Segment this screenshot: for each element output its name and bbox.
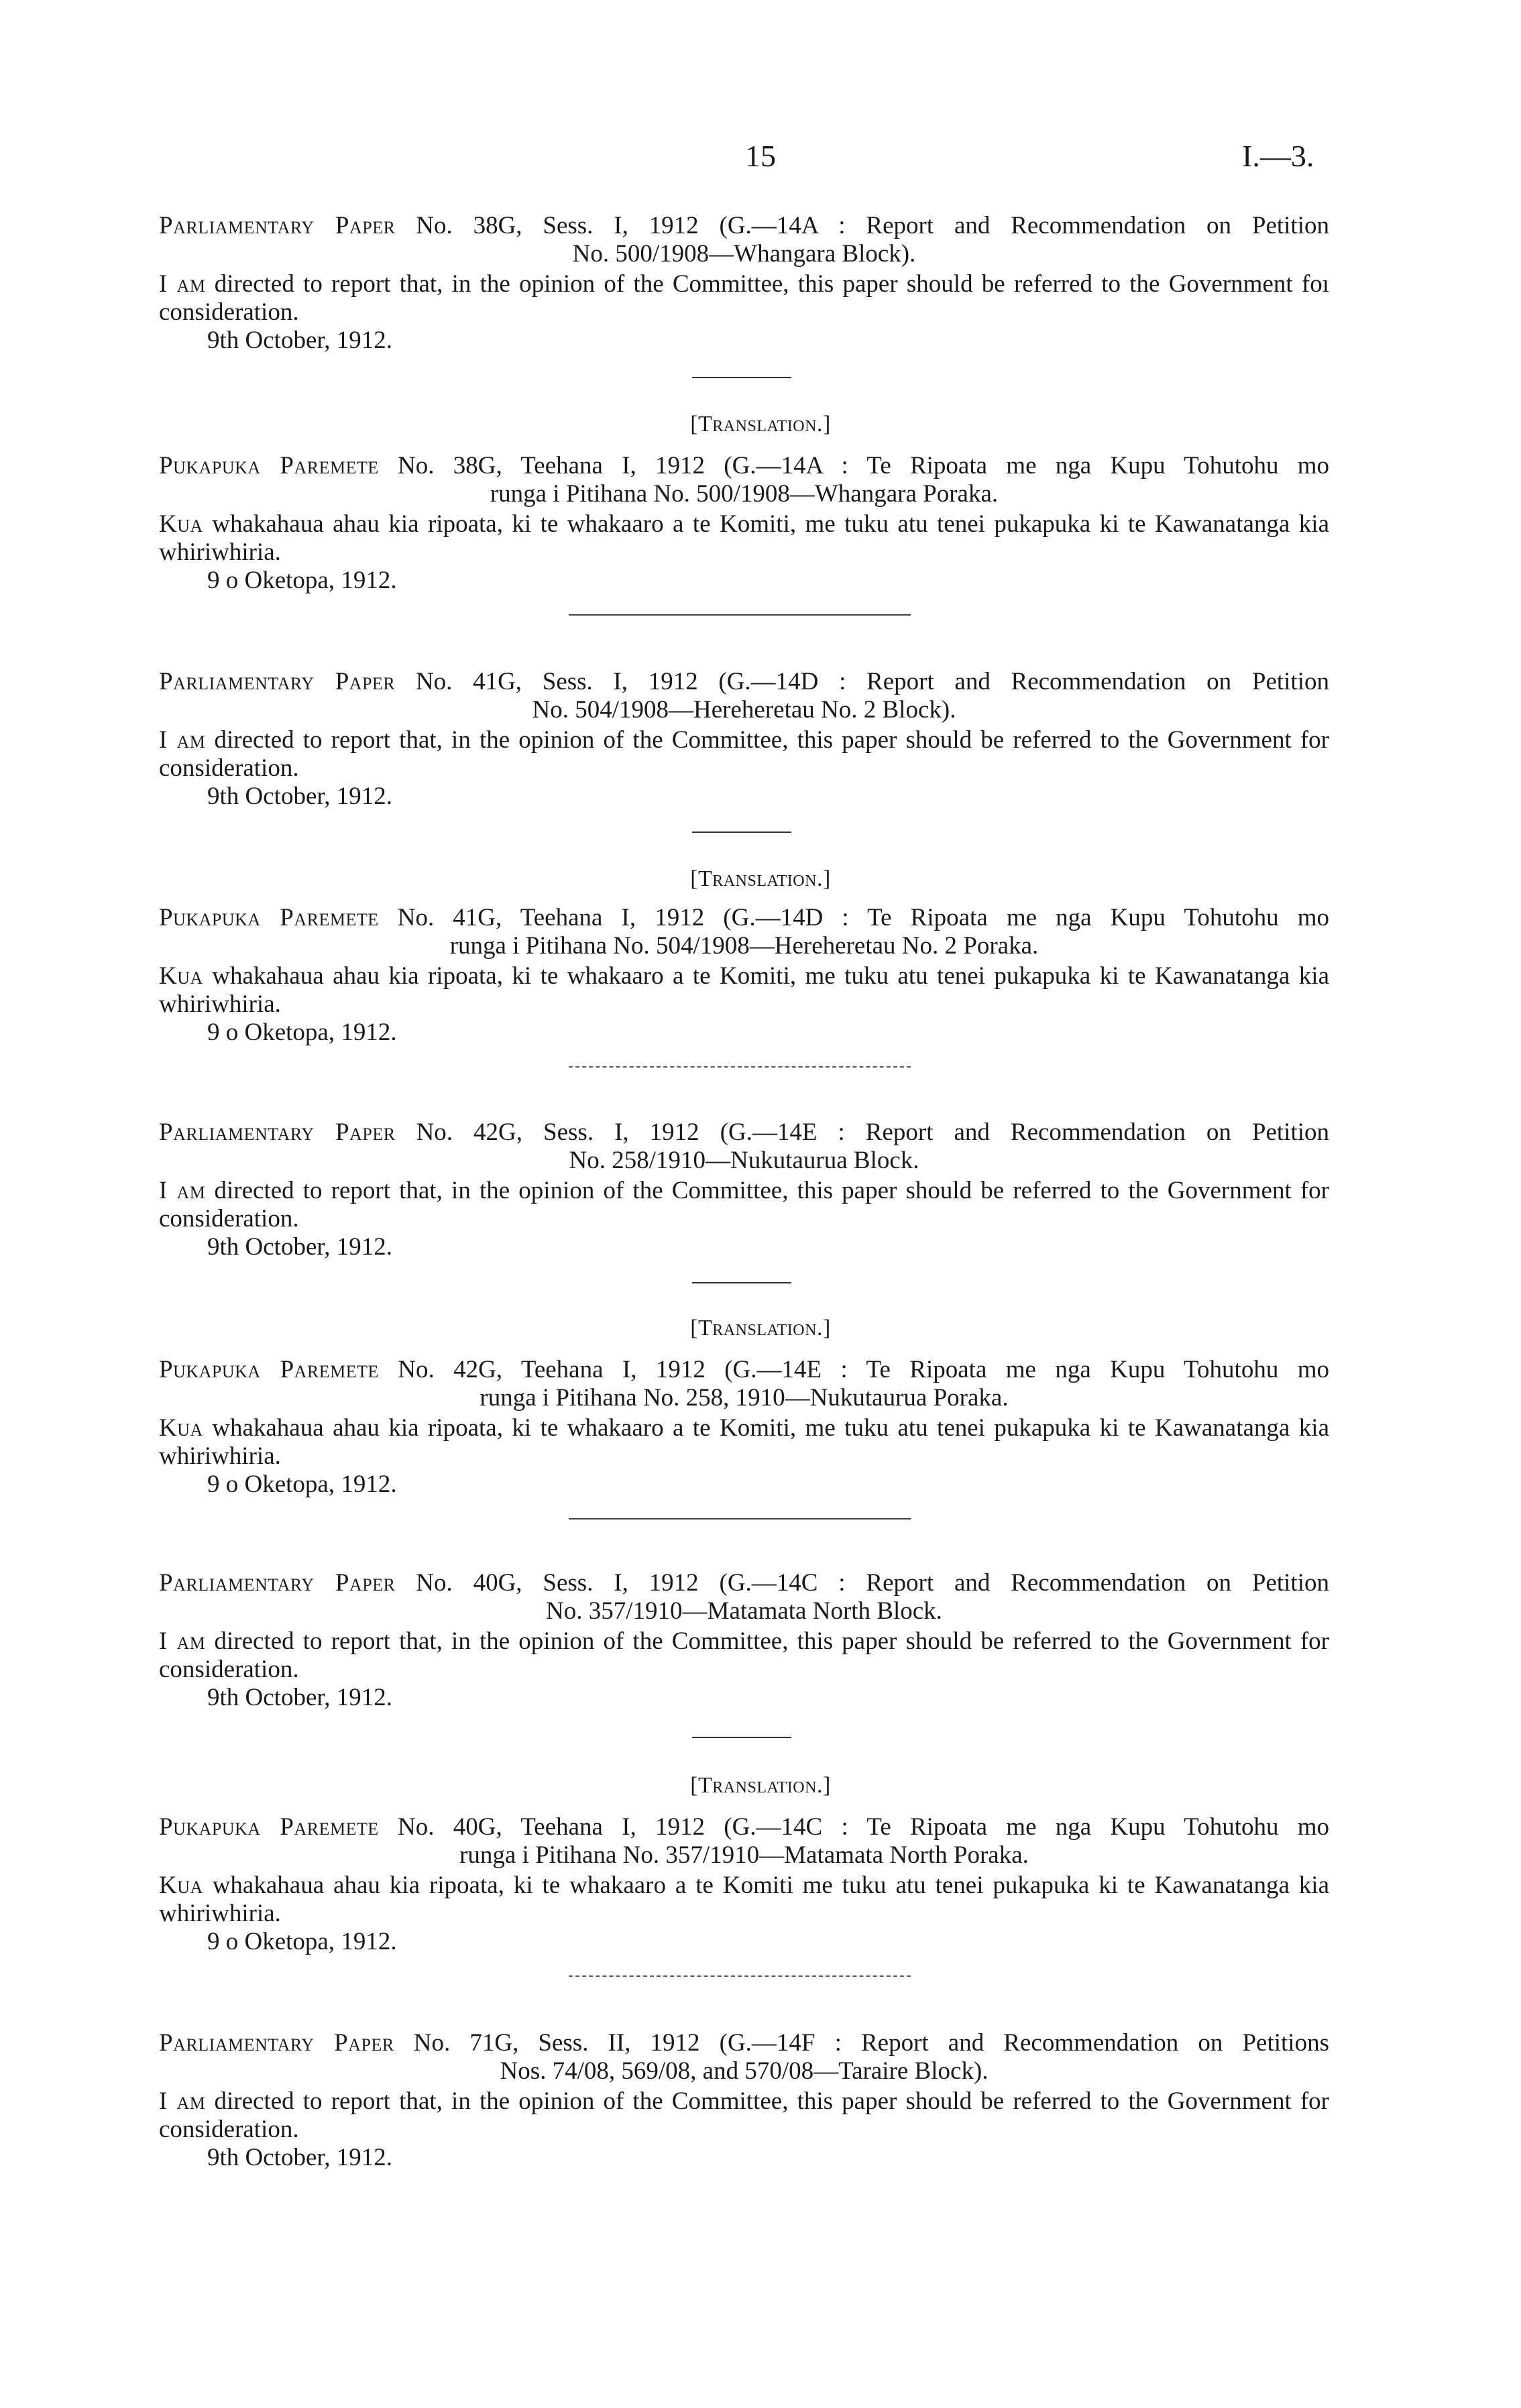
entry-pukapuka-38g <box>159 452 1329 595</box>
entry-body-text: whakahaua ahau kia ripoata, ki te whakaaro a te Komiti, me tuku atu tenei pukapuka ki te Kawanatanga kia whiriwhiria. <box>159 510 1329 566</box>
entry-date: 9th October, 1912. <box>207 1233 392 1261</box>
entry-parliamentary-41g <box>159 668 1329 811</box>
section-divider <box>692 377 791 378</box>
entry-lead: I am <box>159 1177 206 1204</box>
translation-heading: [Translation.] <box>690 1773 831 1798</box>
entry-body <box>159 270 1329 327</box>
entry-heading <box>159 668 1329 696</box>
entry-heading-text: No. 40G, Sess. I, 1912 (G.—14C : Report and Recommendation on Petition <box>395 1569 1329 1597</box>
entry-parliamentary-38g <box>159 212 1329 355</box>
entry-separator <box>569 1066 911 1068</box>
entry-separator <box>569 614 911 616</box>
entry-heading <box>159 212 1329 240</box>
entry-body-text: whakahaua ahau kia ripoata, ki te whakaaro a te Komiti me tuku atu tenei pukapuka ki te Kawanatanga kia whiriwhiria. <box>159 1872 1329 1927</box>
entry-heading <box>159 904 1329 932</box>
entry-prefix: Parliamentary Paper <box>159 212 396 239</box>
entry-body <box>159 1627 1329 1684</box>
entry-pukapuka-41g <box>159 904 1329 1047</box>
entry-heading-continuation: runga i Pitihana No. 504/1908—Hereheretau No. 2 Poraka. <box>449 932 1039 960</box>
translation-heading: [Translation.] <box>690 412 831 437</box>
entry-body <box>159 510 1329 567</box>
entry-body-text: directed to report that, in the opinion of the Committee, this paper should be referred to the Government for consideration. <box>159 726 1330 782</box>
entry-heading <box>159 1356 1329 1384</box>
entry-body <box>159 1414 1329 1471</box>
entry-body <box>159 962 1329 1019</box>
entry-prefix: Parliamentary Paper <box>159 668 396 695</box>
entry-date: 9 o Oketopa, 1912. <box>207 1471 397 1498</box>
entry-heading-continuation: Nos. 74/08, 569/08, and 570/08—Taraire Block). <box>500 2057 989 2085</box>
entry-lead: Kua <box>159 962 203 990</box>
entry-date: 9 o Oketopa, 1912. <box>207 1928 397 1955</box>
entry-heading <box>159 2029 1329 2057</box>
entry-prefix: Parliamentary Paper <box>159 1569 396 1597</box>
page-number: 15 <box>745 139 776 173</box>
entry-body-text: whakahaua ahau kia ripoata, ki te whakaaro a te Komiti, me tuku atu tenei pukapuka ki te Kawanatanga kia whiriwhiria. <box>159 962 1329 1018</box>
entry-heading-text: No. 42G, Teehana I, 1912 (G.—14E : Te Ripoata me nga Kupu Tohutohu mo <box>378 1356 1329 1383</box>
entry-prefix: Pukapuka Paremete <box>159 452 379 479</box>
entry-heading-continuation: No. 500/1908—Whangara Block). <box>572 240 916 268</box>
entry-prefix: Parliamentary Paper <box>159 2029 394 2057</box>
entry-body <box>159 2087 1329 2144</box>
entry-body-text: directed to report that, in the opinion of the Committee, this paper should be referred to the Government for consideration. <box>159 1177 1330 1232</box>
entry-heading <box>159 1569 1329 1597</box>
entry-heading <box>159 1119 1329 1147</box>
entry-heading-continuation: runga i Pitihana No. 258, 1910—Nukutaurua Poraka. <box>480 1384 1009 1412</box>
entry-heading-text: No. 41G, Sess. I, 1912 (G.—14D : Report and Recommendation on Petition <box>395 668 1329 695</box>
entry-heading <box>159 452 1329 480</box>
entry-lead: Kua <box>159 1872 203 1899</box>
entry-heading-text: No. 38G, Sess. I, 1912 (G.—14A : Report and Recommendation on Petition <box>395 212 1329 239</box>
entry-date: 9 o Oketopa, 1912. <box>207 1019 397 1046</box>
entry-heading-continuation: runga i Pitihana No. 357/1910—Matamata North Poraka. <box>459 1841 1029 1869</box>
entry-body <box>159 1872 1329 1928</box>
entry-date: 9th October, 1912. <box>207 327 392 354</box>
entry-prefix: Pukapuka Paremete <box>159 1356 379 1383</box>
entry-heading-continuation: No. 357/1910—Matamata North Block. <box>546 1597 942 1625</box>
section-divider <box>692 1282 791 1283</box>
translation-heading: [Translation.] <box>690 1316 831 1340</box>
entry-parliamentary-42g <box>159 1119 1329 1261</box>
entry-date: 9 o Oketopa, 1912. <box>207 567 397 594</box>
entry-lead: I am <box>159 726 206 754</box>
entry-heading-text: No. 42G, Sess. I, 1912 (G.—14E : Report and Recommendation on Petition <box>395 1119 1329 1146</box>
entry-pukapuka-40g <box>159 1813 1329 1956</box>
entry-pukapuka-42g <box>159 1356 1329 1499</box>
entry-parliamentary-71g <box>159 2029 1329 2172</box>
entry-heading-text: No. 41G, Teehana I, 1912 (G.—14D : Te Ripoata me nga Kupu Tohutohu mo <box>378 904 1329 931</box>
entry-prefix: Parliamentary Paper <box>159 1119 396 1146</box>
entry-heading-text: No. 38G, Teehana I, 1912 (G.—14A : Te Ripoata me nga Kupu Tohutohu mo <box>378 452 1329 479</box>
translation-heading: [Translation.] <box>690 866 831 891</box>
entry-heading-continuation: No. 504/1908—Hereheretau No. 2 Block). <box>532 696 956 724</box>
entry-body-text: directed to report that, in the opinion of the Committee, this paper should be referred to the Government for consideration. <box>159 2087 1330 2143</box>
entry-lead: Kua <box>159 1414 203 1442</box>
entry-separator <box>569 1975 911 1977</box>
entry-date: 9th October, 1912. <box>207 1684 392 1711</box>
entry-body-text: directed to report that, in the opinion of the Committee, this paper should be referred to the Government for consideration. <box>159 1627 1330 1683</box>
entry-lead: I am <box>159 270 206 298</box>
section-divider <box>692 1737 791 1738</box>
entry-body-text: whakahaua ahau kia ripoata, ki te whakaaro a te Komiti, me tuku atu tenei pukapuka ki te Kawanatanga kia whiriwhiria. <box>159 1414 1329 1470</box>
section-divider <box>692 832 791 833</box>
entry-body <box>159 1177 1329 1233</box>
entry-parliamentary-40g <box>159 1569 1329 1712</box>
entry-prefix: Pukapuka Paremete <box>159 904 379 931</box>
entry-heading-continuation: runga i Pitihana No. 500/1908—Whangara Poraka. <box>490 480 999 508</box>
entry-heading <box>159 1813 1329 1841</box>
entry-lead: Kua <box>159 510 203 538</box>
entry-lead: I am <box>159 1627 206 1655</box>
entry-separator <box>569 1518 911 1520</box>
document-reference: I.—3. <box>1242 139 1314 173</box>
entry-heading-text: No. 71G, Sess. II, 1912 (G.—14F : Report and Recommendation on Petitions <box>394 2029 1329 2057</box>
entry-date: 9th October, 1912. <box>207 2144 392 2171</box>
entry-lead: I am <box>159 2087 206 2115</box>
entry-prefix: Pukapuka Paremete <box>159 1813 379 1841</box>
entry-heading-text: No. 40G, Teehana I, 1912 (G.—14C : Te Ripoata me nga Kupu Tohutohu mo <box>378 1813 1329 1841</box>
entry-body <box>159 726 1329 783</box>
entry-date: 9th October, 1912. <box>207 783 392 810</box>
entry-body-text: directed to report that, in the opinion of the Committee, this paper should be referred to the Government foı consideration. <box>159 270 1329 326</box>
entry-heading-continuation: No. 258/1910—Nukutaurua Block. <box>569 1147 919 1174</box>
